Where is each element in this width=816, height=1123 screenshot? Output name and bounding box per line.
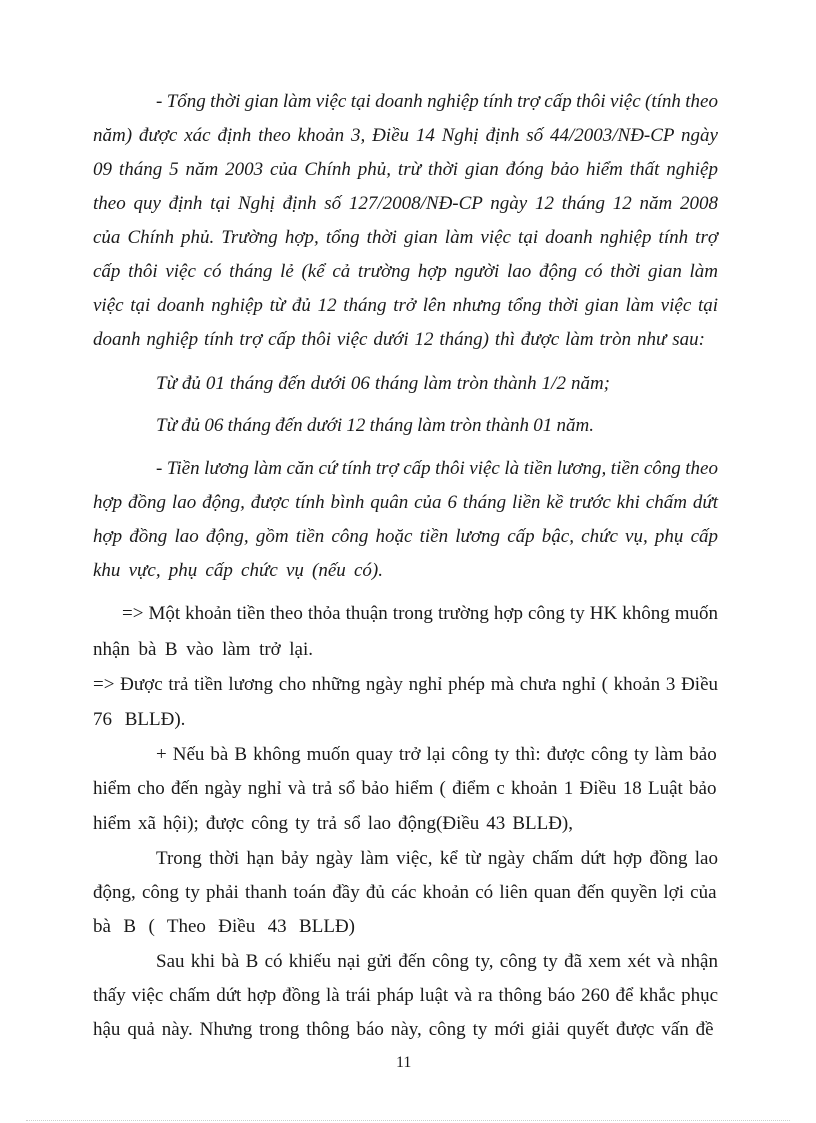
text-line: khu vực, phụ cấp chức vụ (nếu có). [93,560,383,581]
text-line: hợp đồng lao động, gồm tiền công hoặc tiền lương cấp bậc, chức vụ, phụ cấp [93,526,718,547]
text-line: Trong thời hạn bảy ngày làm việc, kể từ ngày chấm dứt hợp đồng lao [156,848,718,869]
text-line: 76 BLLĐ). [93,709,186,730]
text-line: Từ đủ 06 tháng đến dưới 12 tháng làm tròn thành 01 năm. [156,415,595,436]
text-line: => Một khoản tiền theo thỏa thuận trong trường hợp công ty HK không muốn [122,603,718,624]
text-line: việc tại doanh nghiệp từ đủ 12 tháng trở lên nhưng tổng thời gian làm việc tại [93,295,718,316]
text-line: động, công ty phải thanh toán đầy đủ các khoản có liên quan đến quyền lợi của [93,882,717,903]
text-line: nhận bà B vào làm trở lại. [93,639,313,660]
text-line: Sau khi bà B có khiếu nại gửi đến công ty, công ty đã xem xét và nhận [156,951,718,972]
text-line: => Được trả tiền lương cho những ngày nghỉ phép mà chưa nghỉ ( khoản 3 Điều [93,674,718,695]
text-line: thấy việc chấm dứt hợp đồng là trái pháp luật và ra thông báo 260 để khắc phục [93,985,718,1006]
text-line: theo quy định tại Nghị định số 127/2008/NĐ-CP ngày 12 tháng 12 năm 2008 [93,193,718,214]
text-line: + Nếu bà B không muốn quay trở lại công ty thì: được công ty làm bảo [156,744,717,765]
text-line: - Tổng thời gian làm việc tại doanh nghiệp tính trợ cấp thôi việc (tính theo [156,91,718,112]
text-line: hiểm xã hội); được công ty trả sổ lao động(Điều 43 BLLĐ), [93,813,573,834]
text-line: năm) được xác định theo khoản 3, Điều 14 Nghị định số 44/2003/NĐ-CP ngày [93,125,718,146]
text-line: hợp đồng lao động, được tính bình quân của 6 tháng liền kề trước khi chấm dứt [93,492,718,513]
text-line: hiểm cho đến ngày nghỉ và trả sổ bảo hiểm ( điểm c khoản 1 Điều 18 Luật bảo [93,778,717,799]
text-line: hậu quả này. Nhưng trong thông báo này, công ty mới giải quyết được vấn đề [93,1019,714,1040]
page-number: 11 [396,1054,412,1071]
text-line: bà B ( Theo Điều 43 BLLĐ) [93,916,355,937]
text-line: 09 tháng 5 năm 2003 của Chính phủ, trừ thời gian đóng bảo hiểm thất nghiệp [93,159,718,180]
text-line: Từ đủ 01 tháng đến dưới 06 tháng làm tròn thành 1/2 năm; [156,373,610,394]
page-edge-divider [26,1120,790,1121]
text-line: cấp thôi việc có tháng lẻ (kể cả trường hợp người lao động có thời gian làm [93,261,718,282]
text-line: - Tiền lương làm căn cứ tính trợ cấp thôi việc là tiền lương, tiền công theo [156,458,718,479]
text-line: doanh nghiệp tính trợ cấp thôi việc dưới 12 tháng) thì được làm tròn như sau: [93,329,705,350]
text-line: của Chính phủ. Trường hợp, tổng thời gian làm việc tại doanh nghiệp tính trợ [93,227,718,248]
